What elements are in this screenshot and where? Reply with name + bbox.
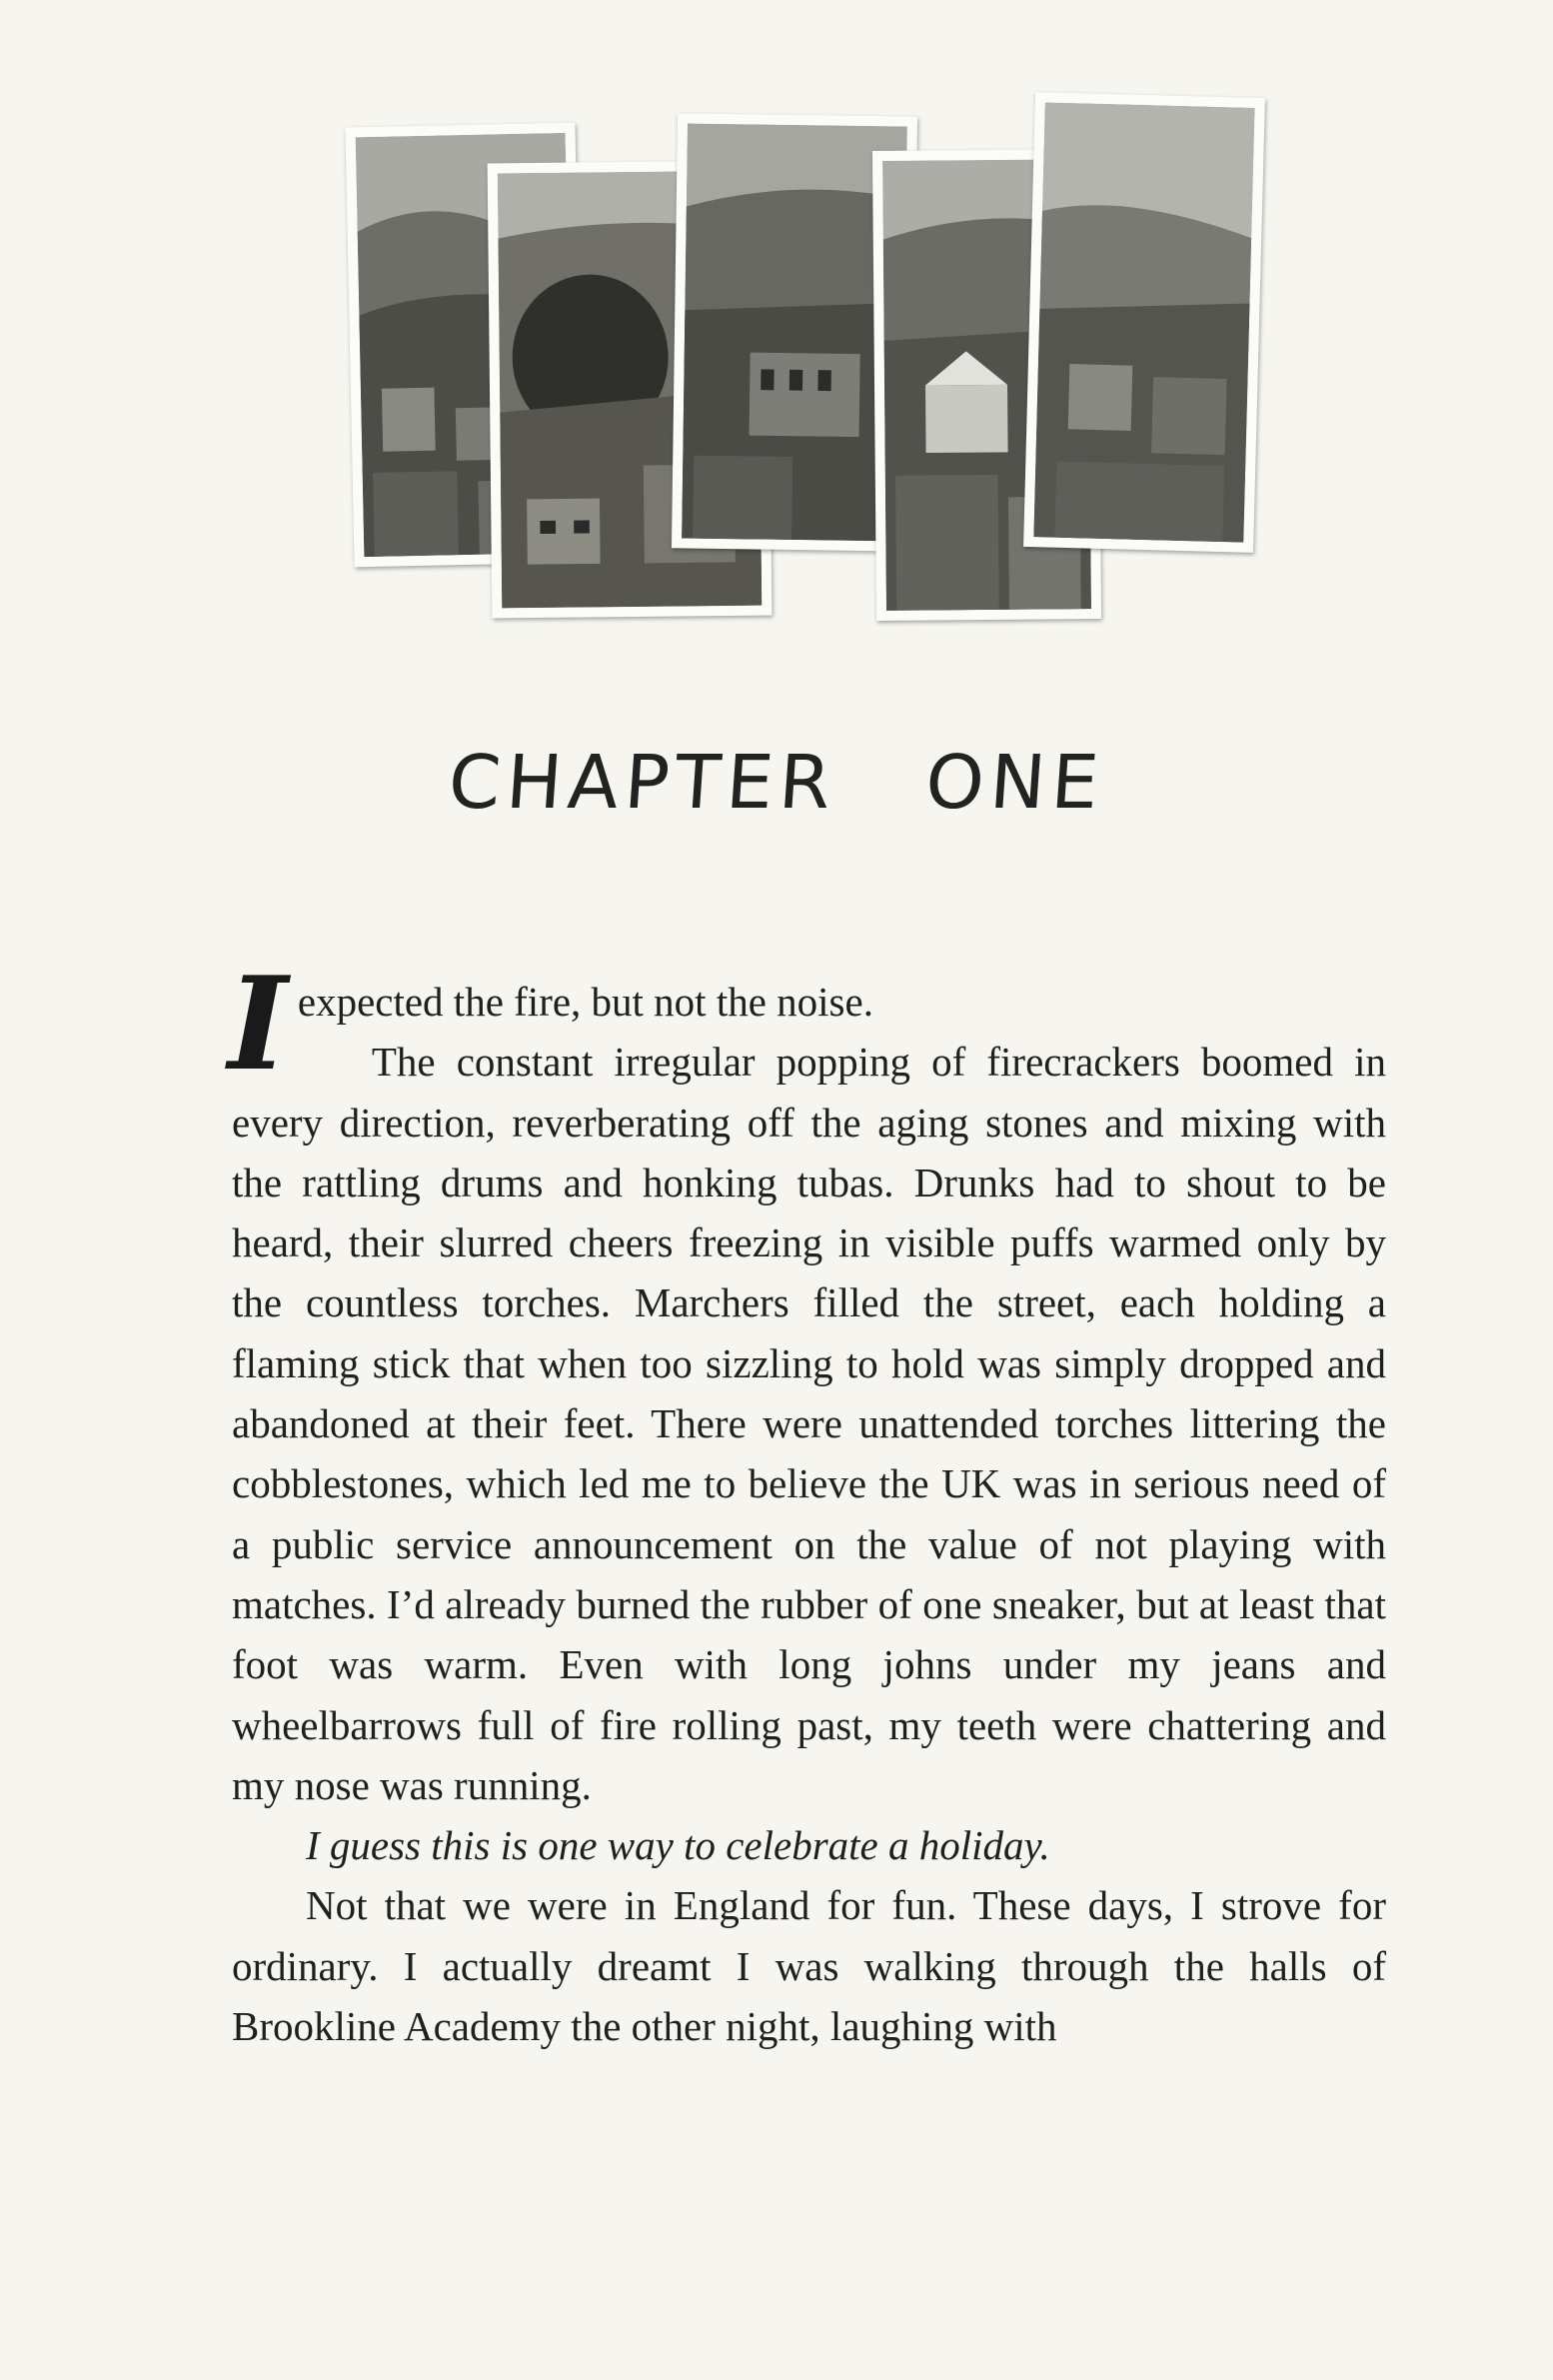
paragraph-2: The constant irregular popping of firecrackers boomed in every direction, reverberating off the aging stones and mixing with the rattling drums and honking tubas. Drunks had to shout to be heard, their slurred cheers freezing in visible puffs warmed only by the countless torches. Marchers filled the street, each holding a flaming stick that when too sizzling to hold was simply dropped and abandoned at their feet. There were unattended torches littering the cobblestones, which led me to believe the UK was in serious need of a public service announcement on the value of not playing with matches. I’d already burned the rubber of one sneaker, but at least that foot was warm. Even with long johns under my jeans and wheelbarrows full of fire rolling past, my teeth were chattering and my nose was running.: [232, 1039, 1386, 1808]
collage-photo-5: [1023, 92, 1265, 553]
drop-cap: I: [228, 950, 288, 1100]
paragraph-3-italic: I guess this is one way to celebrate a holiday.: [306, 1822, 1050, 1869]
chapter-heading: [0, 740, 1553, 826]
chapter-heading-word-1: CHAPTER: [446, 740, 840, 826]
paragraph-1: [228, 950, 1386, 1100]
paragraph-4: Not that we were in England for fun. These days, I strove for ordinary. I actually dreamt I was walking through the halls of Brookline Academy the other night, laughing with: [232, 1882, 1386, 2050]
paragraph-1-text: expected the fire, but not the noise.: [297, 979, 873, 1025]
town-photo-collage: [330, 70, 1279, 630]
chapter-heading-word-2: ONE: [922, 740, 1107, 826]
chapter-body: [228, 950, 1386, 2056]
